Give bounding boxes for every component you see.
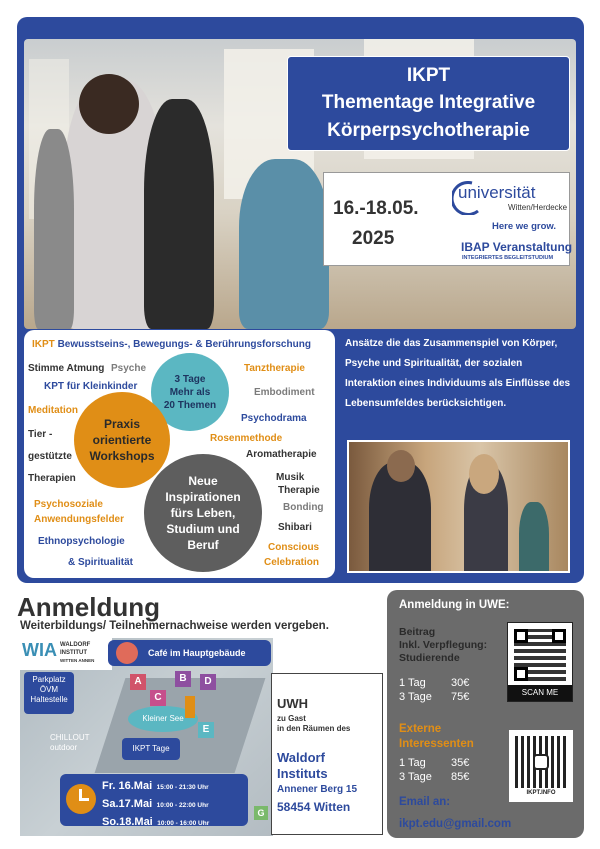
topic-item: Celebration <box>264 557 320 568</box>
venue-city: 58454 Witten <box>277 800 351 814</box>
building-a: A <box>130 674 146 690</box>
parking-line: Haltestelle <box>30 695 68 704</box>
topics-heading-text: Bewusstseins-, Bewegungs- & Berührungsforschung <box>57 339 311 350</box>
topic-item: Rosenmethode <box>210 433 283 444</box>
schedule-day: So.18.Mai <box>102 816 153 828</box>
circle-neue-line: Inspirationen <box>165 490 241 504</box>
price-label: 3 Tage <box>399 691 432 703</box>
chillout-line: CHILLOUT <box>50 733 90 742</box>
price-label: 1 Tag <box>399 757 426 769</box>
schedule-list <box>102 777 209 831</box>
title-box <box>287 56 570 151</box>
waldorf-logo <box>20 638 112 670</box>
registration-subtitle: Weiterbildungs/ Teilnehmernachweise werden vergeben. <box>20 620 329 632</box>
externe-heading <box>399 722 474 752</box>
title-line-1: Thementage Integrative <box>321 92 536 113</box>
topic-item: Psychodrama <box>241 413 307 424</box>
price-value: 30€ <box>451 677 470 689</box>
ibap-subtitle: INTEGRIERTES BEGLEITSTUDIUM <box>462 255 554 261</box>
location-marker <box>185 696 195 718</box>
cafe-label: Café im Hauptgebäude <box>108 640 271 666</box>
price-label: 3 Tage <box>399 771 432 783</box>
topic-item: Bonding <box>283 502 324 513</box>
instagram-qr-code[interactable] <box>509 730 573 802</box>
topics-heading <box>32 338 311 351</box>
venue-name-line: Instituts <box>277 766 328 781</box>
circle-praxis-line: orientierte <box>92 433 152 447</box>
chillout-line: outdoor <box>50 743 78 752</box>
circle-neue-line: Neue <box>188 474 218 488</box>
beitrag-line: Beitrag <box>399 626 436 638</box>
title-line-2: Körperpsychotherapie <box>327 120 530 141</box>
clock-icon <box>66 784 96 814</box>
student-prices <box>399 676 469 704</box>
logo-line: WALDORF <box>60 642 91 648</box>
circle-days-line: 3 Tage <box>174 373 206 385</box>
circle-days-line: Mehr als <box>169 386 211 398</box>
building-g: G <box>254 806 268 820</box>
circle-praxis-line: Workshops <box>89 449 155 463</box>
price-value: 85€ <box>451 771 470 783</box>
venue-street: Annener Berg 15 <box>277 784 358 795</box>
event-year: 2025 <box>352 228 395 249</box>
praxis-circle <box>74 392 170 488</box>
circle-praxis-line: Praxis <box>103 417 141 431</box>
price-value: 35€ <box>451 757 470 769</box>
circle-days-line: 20 Themen <box>163 399 217 411</box>
topic-item: & Spiritualität <box>68 557 134 568</box>
schedule-day: Sa.17.Mai <box>102 798 153 810</box>
topic-item: gestützte <box>28 451 72 462</box>
building-e: E <box>198 722 214 738</box>
building-b: B <box>175 671 191 687</box>
topic-item: Psychosoziale <box>34 499 103 510</box>
circle-neue-line: fürs Leben, <box>170 506 236 520</box>
external-prices <box>399 756 469 784</box>
ikpt-days-label: IKPT Tage <box>122 738 180 760</box>
schedule-time: 10:00 - 22:00 Uhr <box>156 802 209 809</box>
registration-title: Anmeldung <box>17 592 160 622</box>
topic-item: Shibari <box>278 522 312 533</box>
topic-item: Anwendungsfelder <box>34 514 125 525</box>
scan-me-label: SCAN ME <box>508 685 572 701</box>
pricing-panel <box>387 590 584 838</box>
students-line: Studierende <box>399 652 460 664</box>
topic-item: Tier - <box>28 429 53 440</box>
logo-line: INSTITUT <box>60 650 87 656</box>
uni-prefix: uni <box>458 183 481 202</box>
venue-name-line: Waldorf <box>277 750 325 765</box>
logo-line: WITTEN ANNEN <box>60 658 95 663</box>
wi-logo-icon: WIA <box>22 640 57 660</box>
registration-qr-code[interactable] <box>507 622 573 702</box>
venue-uwh: UWH <box>277 696 309 711</box>
campus-map <box>20 638 273 836</box>
venue-guest-line: in den Räumen des <box>277 724 351 733</box>
participants-photo <box>347 440 570 573</box>
topic-item: KPT für Kleinkinder <box>44 381 138 392</box>
topic-item: Conscious <box>268 542 320 553</box>
ikpt-label: IKPT <box>406 65 451 86</box>
topics-panel <box>24 330 335 578</box>
email-address[interactable]: ikpt.edu@gmail.com <box>399 818 512 830</box>
topic-item: Therapie <box>278 485 320 496</box>
topic-item: Stimme Atmung <box>28 363 105 374</box>
email-label: Email an: <box>399 796 451 808</box>
topic-item: Meditation <box>28 405 78 416</box>
uni-name: versität <box>480 183 536 202</box>
price-label: 1 Tag <box>399 677 426 689</box>
schedule-time: 10:00 - 16:00 Uhr <box>157 820 210 827</box>
schedule-day: Fr. 16.Mai <box>102 780 153 792</box>
venue-name <box>277 750 328 782</box>
topic-item: Therapien <box>28 473 76 484</box>
parking-line: Parkplatz <box>32 675 66 684</box>
schedule-box <box>60 774 248 826</box>
externe-line: Externe <box>399 723 442 735</box>
pricing-beitrag <box>399 626 487 665</box>
building-c: C <box>150 690 166 706</box>
topic-item: Embodiment <box>254 387 315 398</box>
ikpt-info-label: IKPT.INFO <box>526 790 556 796</box>
inkl-line: Inkl. Verpflegung: <box>399 639 488 651</box>
pricing-heading: Anmeldung in UWE: <box>399 599 510 611</box>
price-value: 75€ <box>451 691 470 703</box>
topic-item: Psyche <box>111 363 147 374</box>
schedule-time: 15:00 - 21:30 Uhr <box>156 784 209 791</box>
parking-label <box>24 672 74 714</box>
event-dates: 16.-18.05. <box>333 198 419 219</box>
externe-line: Interessenten <box>399 738 474 750</box>
topic-item: Musik <box>276 472 305 483</box>
venue-guest-line: zu Gast <box>277 714 306 723</box>
inspiration-circle <box>144 454 262 572</box>
uni-slogan: Here we grow. <box>492 221 557 232</box>
topic-item: Aromatherapie <box>246 449 317 460</box>
venue-guest <box>277 714 350 734</box>
circle-neue-line: Studium und <box>166 522 240 536</box>
plate-icon <box>116 642 138 664</box>
topic-item: Tanztherapie <box>244 363 305 374</box>
uni-location: Witten/Herdecke <box>508 203 568 212</box>
building-d: D <box>200 674 216 690</box>
topic-item: Ethnopsychologie <box>38 536 125 547</box>
parking-line: ÖVM <box>39 685 59 694</box>
ibap-label: IBAP Veranstaltung <box>461 240 573 254</box>
chillout-label <box>50 733 90 753</box>
ansatz-text: Ansätze die das Zusammenspiel von Körper, Psyche und Spiritualität, der sozialen Interaktion eines Individuums als Einflüsse des Lebensumfeldes berücksichtigen. <box>345 338 571 409</box>
circle-neue-line: Beruf <box>187 538 219 552</box>
lake-label: Kleiner See <box>128 706 198 732</box>
venue-box <box>271 673 383 835</box>
topics-heading-ikpt: IKPT <box>32 339 55 350</box>
instagram-icon <box>533 754 549 770</box>
